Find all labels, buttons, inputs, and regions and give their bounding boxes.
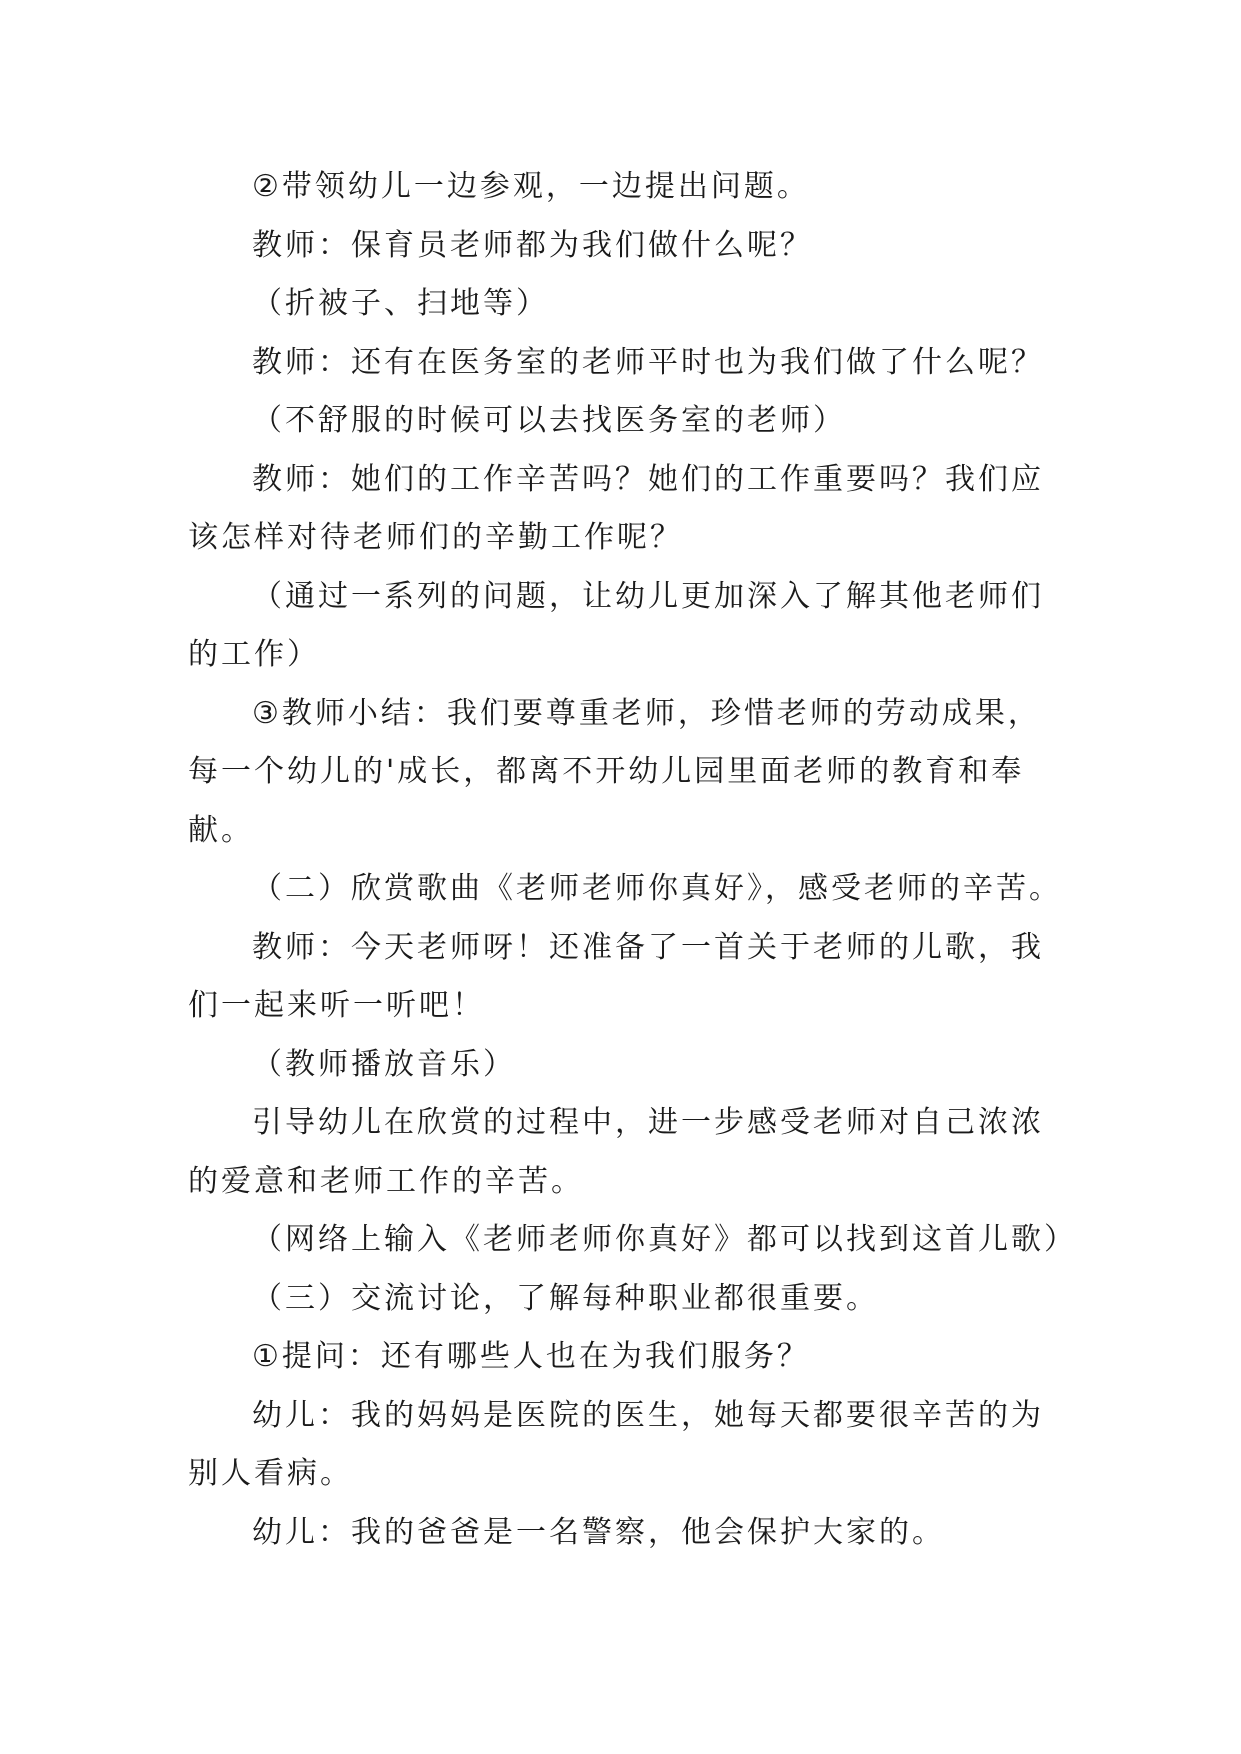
paragraph: （不舒服的时候可以去找医务室的老师） <box>252 403 846 438</box>
paragraph: 教师：今天老师呀！还准备了一首关于老师的儿歌，我们一起来听一听吧！ <box>188 929 1044 1023</box>
paragraph: 幼儿：我的妈妈是医院的医生，她每天都要很辛苦的为别人看病。 <box>188 1397 1044 1491</box>
paragraph: ③教师小结：我们要尊重老师，珍惜老师的劳动成果，每一个幼儿的'成长，都离不开幼儿园里面老师的教育和奉献。 <box>188 695 1041 848</box>
paragraph: ②带领幼儿一边参观，一边提出问题。 <box>252 169 810 204</box>
paragraph: （网络上输入《老师老师你真好》都可以找到这首儿歌） <box>252 1222 1077 1257</box>
paragraph: （通过一系列的问题，让幼儿更加深入了解其他老师们的工作） <box>188 578 1044 672</box>
paragraph: （教师播放音乐） <box>252 1046 516 1082</box>
paragraph: ①提问：还有哪些人也在为我们服务？ <box>252 1339 810 1374</box>
paragraph: （三）交流讨论，了解每种职业都很重要。 <box>252 1280 879 1316</box>
paragraph: （折被子、扫地等） <box>252 286 549 321</box>
paragraph: 教师：她们的工作辛苦吗？她们的工作重要吗？我们应该怎样对待老师们的辛勤工作呢？ <box>188 461 1044 555</box>
paragraph: 幼儿：我的爸爸是一名警察，他会保护大家的。 <box>252 1514 945 1550</box>
paragraph: （二）欣赏歌曲《老师老师你真好》，感受老师的辛苦。 <box>252 871 1062 906</box>
paragraph: 引导幼儿在欣赏的过程中，进一步感受老师对自己浓浓的爱意和老师工作的辛苦。 <box>188 1105 1044 1199</box>
paragraph: 教师：保育员老师都为我们做什么呢？ <box>252 227 813 263</box>
paragraph: 教师：还有在医务室的老师平时也为我们做了什么呢？ <box>252 344 1044 380</box>
document-body <box>188 158 1077 1562</box>
